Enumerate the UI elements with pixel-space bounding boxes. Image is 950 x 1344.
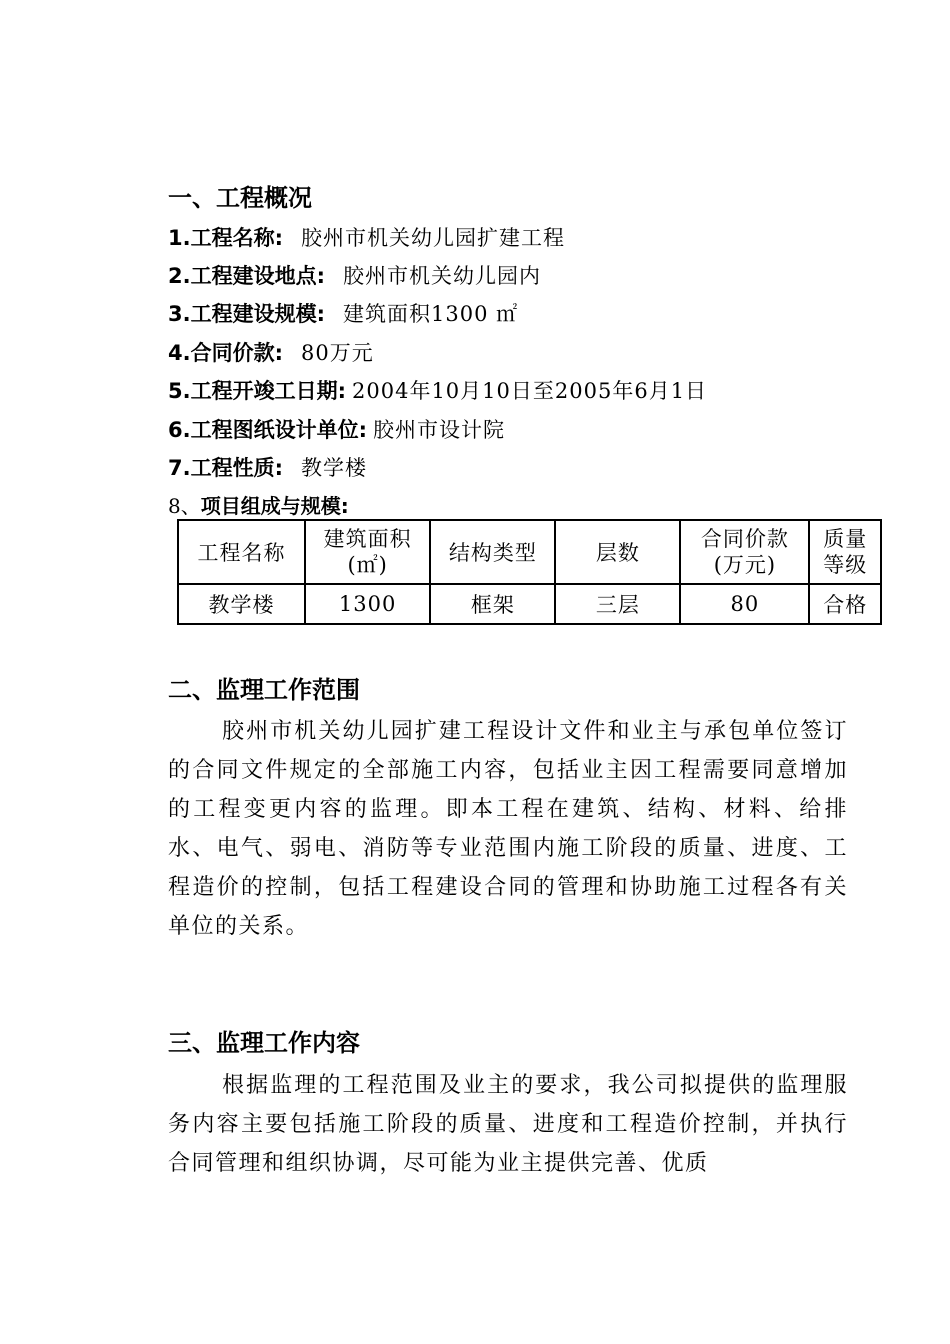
table-header-cell: 工程名称 <box>178 520 305 584</box>
item-design-unit <box>168 416 505 444</box>
item-scale <box>168 300 518 328</box>
item8-label: 项目组成与规模: <box>200 494 349 518</box>
item-value: 胶州市机关幼儿园扩建工程 <box>301 226 565 250</box>
item-label: 1.工程名称: <box>168 226 283 250</box>
table-header-cell: 结构类型 <box>430 520 555 584</box>
item-value: 2004年10月10日至2005年6月1日 <box>352 379 708 403</box>
table-header-cell: 合同价款 (万元) <box>680 520 809 584</box>
item-dates <box>168 377 707 405</box>
item-label: 3.工程建设规模: <box>168 302 325 326</box>
item-nature <box>168 454 367 482</box>
table-row <box>178 584 881 624</box>
project-table <box>177 519 882 625</box>
item-value: 80万元 <box>301 341 374 365</box>
item-label: 6.工程图纸设计单位: <box>168 418 367 442</box>
section2-paragraph: 胶州市机关幼儿园扩建工程设计文件和业主与承包单位签订的合同文件规定的全部施工内容，包括业主因工程需要同意增加的工程变更内容的监理。即本工程在建筑、结构、材料、给排水、电气、弱电、消防等专业范围内施工阶段的质量、进度、工程造价的控制，包括工程建设合同的管理和协助施工过程各有关单位的关系。 <box>168 719 848 939</box>
section2-heading: 二、监理工作范围 <box>168 676 360 704</box>
item-label: 7.工程性质: <box>168 456 283 480</box>
table-header-cell: 建筑面积 (㎡) <box>305 520 430 584</box>
item-project-name <box>168 224 565 252</box>
table-cell: 教学楼 <box>178 584 305 624</box>
table-cell: 80 <box>680 584 809 624</box>
item8-prefix: 8、 <box>168 494 201 518</box>
table-cell: 合格 <box>809 584 881 624</box>
table-cell: 三层 <box>555 584 680 624</box>
item-value: 教学楼 <box>301 456 367 480</box>
item-site <box>168 262 541 290</box>
item-label: 2.工程建设地点: <box>168 264 325 288</box>
item-label: 5.工程开竣工日期: <box>168 379 346 403</box>
section1-heading: 一、工程概况 <box>168 184 312 212</box>
section3-heading: 三、监理工作内容 <box>168 1029 360 1057</box>
item-value: 胶州市机关幼儿园内 <box>343 264 541 288</box>
table-header-row <box>178 520 881 584</box>
item-composition <box>168 493 349 519</box>
item-value: 建筑面积1300 ㎡ <box>343 302 519 326</box>
table-cell: 框架 <box>430 584 555 624</box>
item-value: 胶州市设计院 <box>373 418 505 442</box>
table-header-cell: 层数 <box>555 520 680 584</box>
table-header-cell: 质量 等级 <box>809 520 881 584</box>
item-label: 4.合同价款: <box>168 341 283 365</box>
table-cell: 1300 <box>305 584 430 624</box>
item-contract-price <box>168 339 374 367</box>
section3-paragraph: 根据监理的工程范围及业主的要求，我公司拟提供的监理服务内容主要包括施工阶段的质量、进度和工程造价控制，并执行合同管理和组织协调，尽可能为业主提供完善、优质 <box>168 1073 848 1176</box>
